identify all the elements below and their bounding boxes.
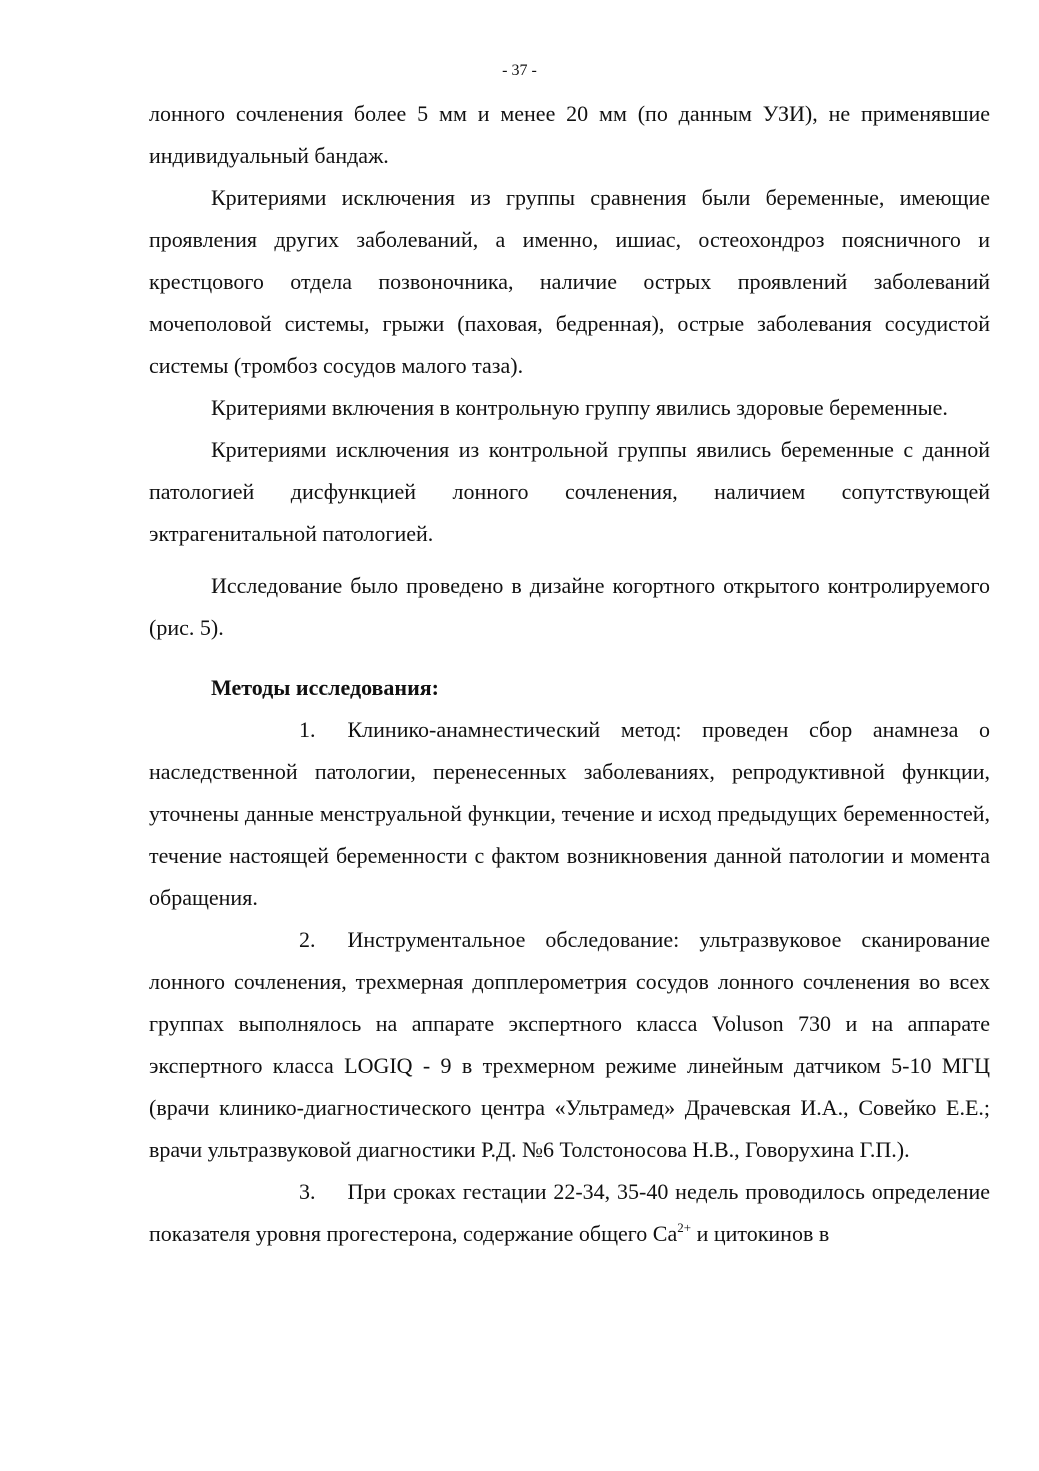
method-item-text: Инструментальное обследование: ультразвуковое сканирование лонного сочленения, трехмерная допплерометрия сосудов лонного сочленения во всех группах выполнялось на аппарате экспертного класса Voluson 730 и на аппарате экспертного класса LOGIQ - 9 в трехмерном режиме линейным датчиком 5-10 МГЦ (врачи клинико-диагностического центра «Ультрамед» Драчевская И.А., Совейко Е.Е.; врачи ультразвуковой диагностики Р.Д. №6 Толстоносова Н.В., Говорухина Г.П.). xyxy=(149,927,990,1162)
method-item-number: 2. xyxy=(299,927,316,952)
paragraph-continuation: лонного сочленения более 5 мм и менее 20 мм (по данным УЗИ), не применявшие индивидуальный бандаж. xyxy=(149,101,990,168)
paragraph-study-design: Исследование было проведено в дизайне когортного открытого контролируемого (рис. 5). xyxy=(149,573,990,640)
method-item-number: 3. xyxy=(299,1179,316,1204)
page-number: - 37 - xyxy=(502,62,537,79)
document-body xyxy=(149,93,990,1255)
method-item-number: 1. xyxy=(299,717,316,742)
method-item-2 xyxy=(149,919,990,1171)
paragraph-control-inclusion: Критериями включения в контрольную группу явились здоровые беременные. xyxy=(211,395,948,420)
superscript-charge: 2+ xyxy=(677,1220,692,1235)
method-item-3 xyxy=(149,1171,990,1255)
method-item-text-end: и цитокинов в xyxy=(691,1221,830,1246)
method-item-text: Клинико-анамнестический метод: проведен сбор анамнеза о наследственной патологии, перенесенных заболеваниях, репродуктивной функции, уточнены данные менструальной функции, течение и исход предыдущих беременностей, течение настоящей беременности с фактом возникновения данной патологии и момента обращения. xyxy=(149,717,990,910)
section-heading: Методы исследования: xyxy=(211,675,439,700)
method-item-text: При сроках гестации 22-34, 35-40 недель проводилось определение показателя уровня прогестерона, содержание общего Ca xyxy=(149,1179,990,1246)
paragraph-control-exclusion: Критериями исключения из контрольной группы явились беременные с данной патологией дисфункцией лонного сочленения, наличием сопутствующей эктрагенитальной патологией. xyxy=(149,437,990,546)
method-item-1 xyxy=(149,709,990,919)
paragraph-comparison-exclusion: Критериями исключения из группы сравнения были беременные, имеющие проявления других заболеваний, а именно, ишиас, остеохондроз поясничного и крестцового отдела позвоночника, наличие острых проявлений заболеваний мочеполовой системы, грыжи (паховая, бедренная), острые заболевания сосудистой системы (тромбоз сосудов малого таза). xyxy=(149,185,990,378)
